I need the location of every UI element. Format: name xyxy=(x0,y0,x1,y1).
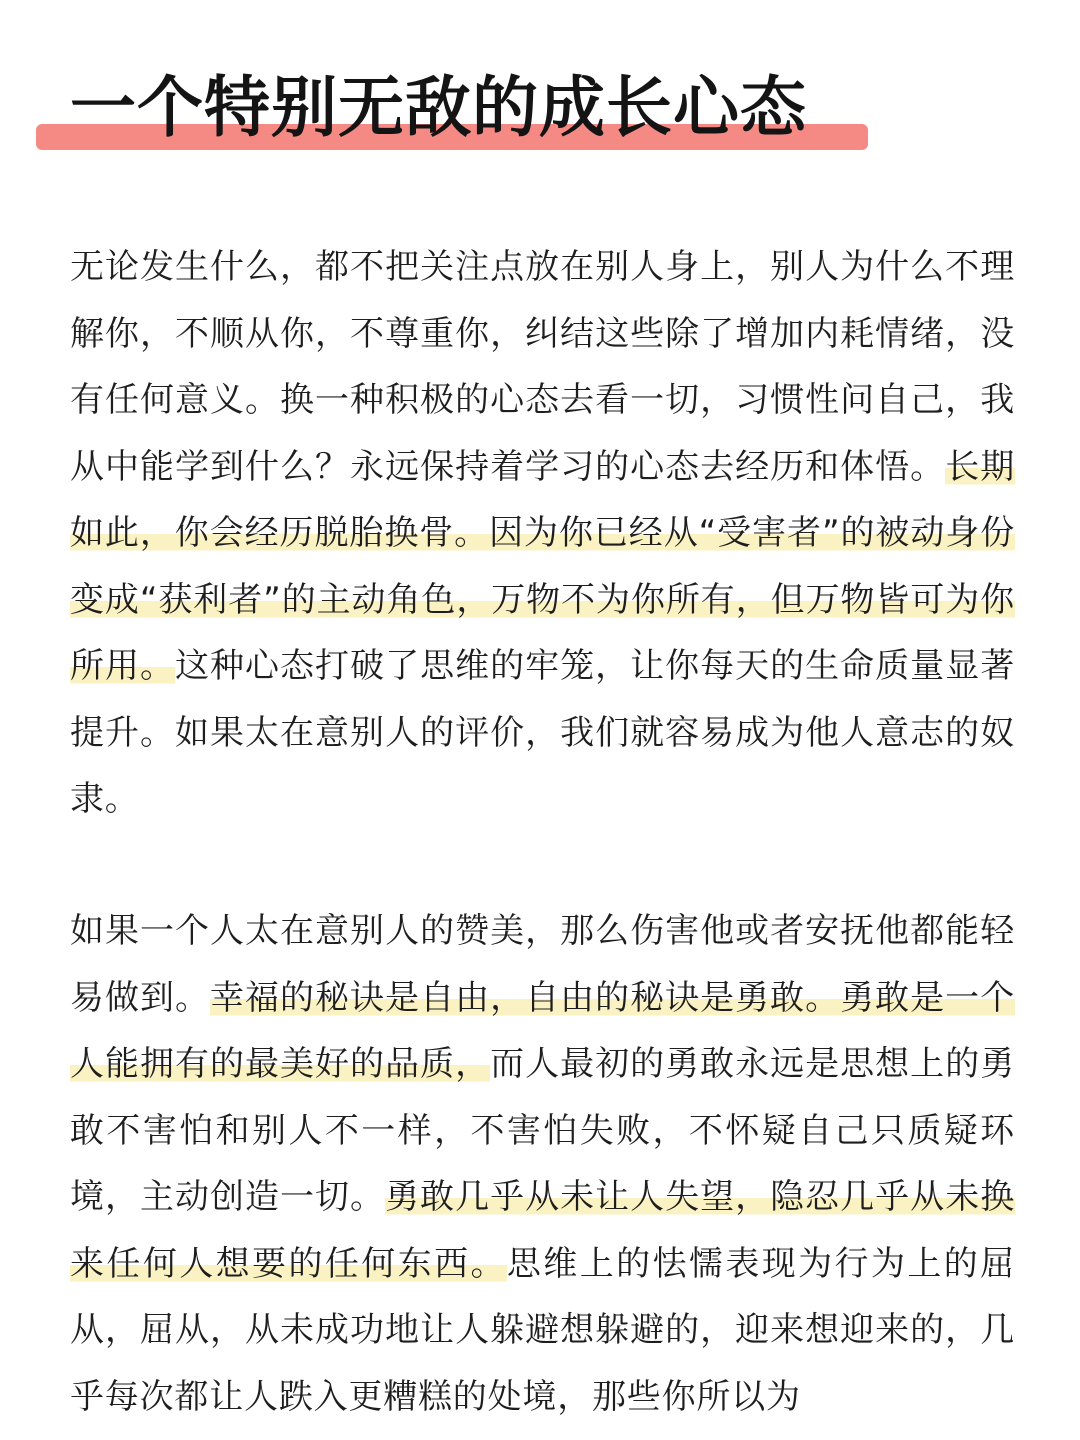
paragraph-1-segment-3: 这种心态打破了思维的牢笼，让你每天的生命质量显著提升。如果太在意别人的评价，我们就容易成为他人意志的奴隶。 xyxy=(70,646,1015,819)
paragraph-1-highlight-1: 长期如此，你会经历脱胎换骨。因为你已经从“受害者”的被动身份变成“获利者”的主动角色，万物不为你所有，但万物皆可为你所用。 xyxy=(70,446,1015,686)
paragraph-2-highlight-2: 勇敢几乎从未让人失望，隐忍几乎从未换来任何人想要的任何东西。 xyxy=(70,1177,1016,1284)
page-title: 一个特别无敌的成长心态 xyxy=(70,69,807,146)
paragraph-2-segment-1: 如果一个人太在意别人的赞美，那么伤害他或者安抚他都能轻易做到。 xyxy=(70,911,1015,1018)
paragraph-2-segment-3: 而人最初的勇敢永远是思想上的勇敢不害怕和别人不一样，不害怕失败，不怀疑自己只质疑环境，主动创造一切。 xyxy=(70,1044,1015,1217)
paragraph-2-segment-5: 思维上的怯懦表现为行为上的屈从，屈从，从未成功地让人躲避想躲避的，迎来想迎来的，几乎每次都让人跌入更糟糕的处境，那些你所以为 xyxy=(70,1243,1015,1417)
title-block xyxy=(36,62,868,158)
paragraph-2-highlight-1: 幸福的秘诀是自由，自由的秘诀是勇敢。勇敢是一个人能拥有的最美好的品质， xyxy=(70,977,1015,1084)
paragraph-1 xyxy=(70,234,1015,833)
paragraph-2 xyxy=(70,898,1015,1430)
paragraph-1-segment-1: 无论发生什么，都不把关注点放在别人身上，别人为什么不理解你，不顺从你，不尊重你，纠结这些除了增加内耗情绪，没有任何意义。换一种积极的心态去看一切，习惯性问自己，我从中能学到什么？永远保持着学习的心态去经历和体悟。 xyxy=(70,247,1015,487)
